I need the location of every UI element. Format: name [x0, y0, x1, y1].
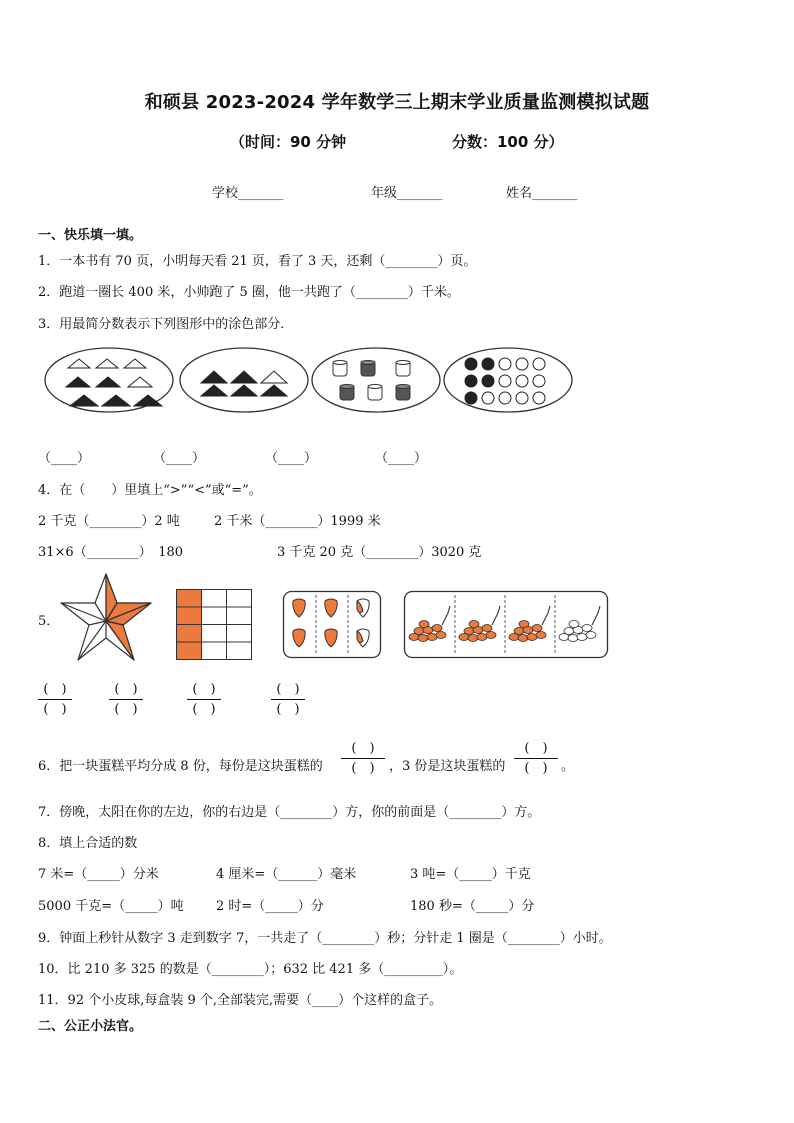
triangle-oval-figure-2 [179, 347, 309, 413]
question-11: 11．92 个小皮球,每盒装 9 个,全部装完,需要（____）个这样的盒子。 [38, 993, 443, 1008]
page-title: 和硕县 2023-2024 学年数学三上期末学业质量监测模拟试题 [144, 92, 650, 113]
fraction-denominator[interactable]: ( ) [43, 702, 67, 717]
question-5: 5． [38, 614, 60, 629]
q5-fraction-2[interactable] [109, 681, 143, 718]
q8-item-1[interactable]: 7 米=（_____）分米 [38, 867, 159, 882]
fraction-denominator[interactable]: ( ) [524, 761, 548, 776]
grade-field[interactable]: 年级_______ [371, 186, 443, 201]
fraction-denominator[interactable]: ( ) [276, 702, 300, 717]
q8-item-5[interactable]: 2 时=（_____）分 [216, 899, 324, 914]
name-field[interactable]: 姓名_______ [506, 186, 578, 201]
q6-fraction-1[interactable] [341, 740, 385, 777]
section-heading-2: 二、公正小法官。 [38, 1019, 143, 1034]
peanut-box-figure [283, 591, 381, 658]
fraction-numerator[interactable]: ( ) [341, 740, 385, 759]
question-1: 1．一本书有 70 页，小明每天看 21 页，看了 3 天，还剩（________）页。 [38, 254, 477, 269]
q4-item-3[interactable]: 31×6（________） 180 [38, 545, 184, 560]
q3-blank-2[interactable]: （____） [153, 451, 206, 466]
triangle-oval-figure-1 [44, 347, 174, 413]
question-2: 2．跑道一圈长 400 米，小帅跑了 5 圈，他一共跑了（________）千米。 [38, 285, 460, 300]
time-label: （时间：90 分钟 [230, 133, 347, 151]
circle-oval-figure [443, 347, 573, 413]
question-6-part-1: 6．把一块蛋糕平均分成 8 份，每份是这块蛋糕的 [38, 759, 323, 774]
q8-item-2[interactable]: 4 厘米=（______）毫米 [216, 867, 357, 882]
question-3: 3．用最简分数表示下列图形中的涂色部分． [38, 317, 294, 332]
question-8: 8．填上合适的数 [38, 836, 138, 851]
q6-fraction-2[interactable] [514, 740, 558, 777]
question-6-part-3: 。 [561, 759, 575, 774]
q5-fraction-3[interactable] [187, 681, 221, 718]
cup-oval-figure [311, 347, 441, 413]
question-6-part-2: ，3 份是这块蛋糕的 [389, 759, 506, 774]
question-4: 4．在（ ）里填上“>”“<”或“=”。 [38, 483, 262, 498]
star-figure [60, 573, 152, 661]
q4-item-4[interactable]: 3 千克 20 克（________）3020 克 [277, 545, 482, 560]
q3-blank-1[interactable]: （____） [38, 451, 91, 466]
score-label: 分数：100 分） [452, 133, 564, 151]
fraction-numerator[interactable]: ( ) [109, 681, 143, 700]
q5-fraction-4[interactable] [271, 681, 305, 718]
q3-blank-3[interactable]: （____） [265, 451, 318, 466]
question-10: 10．比 210 多 325 的数是（________）；632 比 421 多（_________）。 [38, 962, 463, 977]
school-field[interactable]: 学校_______ [212, 186, 284, 201]
q3-blank-4[interactable]: （____） [375, 451, 428, 466]
fraction-denominator[interactable]: ( ) [351, 761, 375, 776]
question-7: 7．傍晚，太阳在你的左边，你的右边是（________）方，你的前面是（________）方。 [38, 805, 541, 820]
q4-item-2[interactable]: 2 千米（________）1999 米 [214, 514, 381, 529]
q8-item-3[interactable]: 3 吨=（_____）千克 [410, 867, 531, 882]
q8-item-4[interactable]: 5000 千克=（_____）吨 [38, 899, 184, 914]
fraction-numerator[interactable]: ( ) [514, 740, 558, 759]
q4-item-1[interactable]: 2 千克（________）2 吨 [38, 514, 180, 529]
grapes-box-figure [404, 591, 608, 658]
fraction-numerator[interactable]: ( ) [38, 681, 72, 700]
q8-item-6[interactable]: 180 秒=（_____）分 [410, 899, 535, 914]
fraction-numerator[interactable]: ( ) [187, 681, 221, 700]
fraction-denominator[interactable]: ( ) [114, 702, 138, 717]
section-heading-1: 一、快乐填一填。 [38, 228, 143, 243]
fraction-denominator[interactable]: ( ) [192, 702, 216, 717]
fraction-numerator[interactable]: ( ) [271, 681, 305, 700]
q5-fraction-1[interactable] [38, 681, 72, 718]
question-9: 9．钟面上秒针从数字 3 走到数字 7，一共走了（________）秒；分针走 1 圈是（________）小时。 [38, 931, 612, 946]
grid-figure [176, 589, 252, 661]
